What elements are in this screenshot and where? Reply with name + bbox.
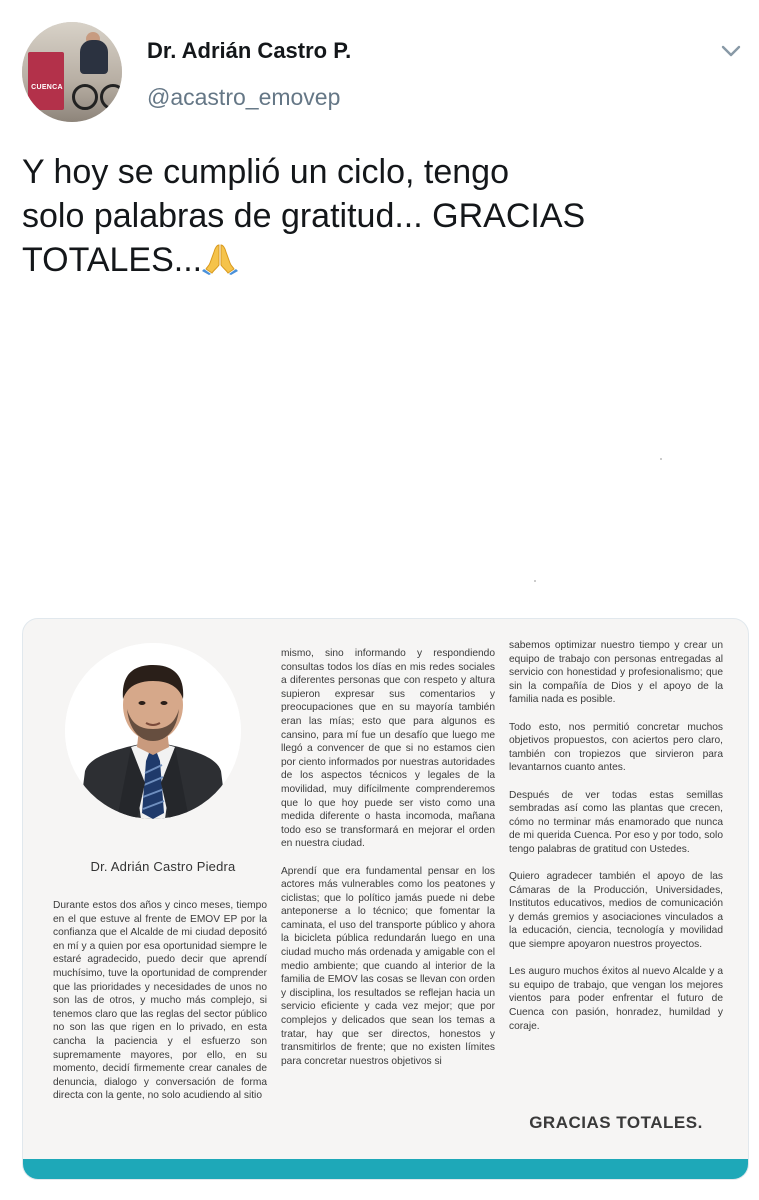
image-speck <box>660 458 662 460</box>
avatar-sign-text: CUENCA <box>31 84 63 91</box>
letter-paragraph: sabemos optimizar nuestro tiempo y crear un equipo de trabajo con personas entregadas al servicio con honestidad y profesionalismo; que sin la compañía de Dios y el apoyo de la familia nada es posible. <box>509 640 723 706</box>
letter-column-3 <box>509 639 723 1047</box>
letter-column-1 <box>53 899 267 1117</box>
portrait-photo <box>65 643 241 819</box>
letter-paragraph: Les auguro muchos éxitos al nuevo Alcalde y a su equipo de trabajo, que vengan los mejores vientos para poder enfrentar el futuro de Cuenca con pasión, honradez, humildad y coraje. <box>509 966 723 1032</box>
person-name: Dr. Adrián Castro Piedra <box>90 859 236 874</box>
letter-paragraph: Todo esto, nos permitió concretar muchos objetivos propuestos, con aciertos pero claro, también con tropiezos que sirvieron para levantarnos cuanto antes. <box>509 721 723 774</box>
avatar[interactable] <box>22 22 122 122</box>
accent-bar <box>23 1159 748 1179</box>
letter-paragraph: Quiero agradecer también el apoyo de las Cámaras de la Producción, Universidades, Institutos educativos, medios de comunicación y demás gremios y asociaciones vinculados a la educación, ciencia, tecnología y movilidad que siempre apoyaron nuestros proyectos. <box>509 871 723 951</box>
avatar-rider <box>80 40 108 74</box>
author-handle[interactable]: @acastro_emovep <box>147 84 341 110</box>
letter-column-2 <box>281 647 495 1082</box>
tweet-image[interactable] <box>22 618 749 1180</box>
tweet-header <box>22 22 742 122</box>
letter-paragraph: Durante estos dos años y cinco meses, tiempo en el que estuve al frente de EMOV EP por la confianza que el Alcalde de mi ciudad depositó en mí y a quien por esa oportunidad siempre le estaré agradecido, puedo decir que aprendí muchísimo, tuve la oportunidad de comprender que las prioridades y necesidades de unos no son las de otros, y mucho más complejo, si tenemos claro que las reglas del sector público no son las que rigen en lo privado, en esta cancha la paciencia y el esfuerzo son supremamente mayores, por ello, en su momento, decidí firmemente crear canales de denuncia, dialogo y conversación de forma directa con la gente, no solo acudiendo al sitio <box>53 900 267 1102</box>
avatar-bike-wheel <box>72 84 98 110</box>
avatar-bike-wheel <box>100 84 122 110</box>
avatar-sign <box>28 52 64 110</box>
letter-paragraph: Después de ver todas estas semillas sembradas así como las plantas que crecen, cómo no terminar más enamorado que nunca de mi querida Cuenca. Por eso y por todo, solo tengo palabras de gratitud con Ustedes. <box>509 789 723 855</box>
letter-paragraph: Aprendí que era fundamental pensar en los actores más vulnerables como los peatones y ciclistas; que lo político jamás puede ni debe anteponerse a lo técnico; que fomentar la caminata, el uso del transporte público y ahora la bicicleta pública redundarán luego en una ciudad mucho más ordenada y amigable con el medio ambiente; que cuando al interior de la familia de EMOV las cosas se llevan con orden y disciplina, los resultados se reflejan hacia un servicio eficiente y cada vez mejor; que por complejos y delicados que sean los temas a tratar, hay que ser directos, honestos y transmitirlos de frente; que no existen límites para concretar nuestros objetivos si <box>281 865 495 1067</box>
tweet-text-content: Y hoy se cumplió un ciclo, tengo solo palabras de gratitud... GRACIAS TOTALES... <box>22 153 586 279</box>
chevron-down-icon[interactable] <box>720 40 742 62</box>
closing-title: GRACIAS TOTALES. <box>529 1113 703 1132</box>
letter-paragraph: mismo, sino informando y respondiendo consultas todos los días en mis redes sociales a diferentes personas que con respeto y altura supieron expresar sus comentarios y preocupaciones que en su mayoría también eran las mías; esto que para algunos es cansino, para mí fue un desafío que luego me llegó a convencer de que si no estamos cien por ciento informados por nuestras autoridades de los aspectos técnicos y legales de la movilidad, muy difícilmente comprenderemos que lo que hoy puede ser visto como una medida diferente o hasta incomoda, mañana todo eso se transformará en mejorar el orden en nuestra ciudad. <box>281 648 495 850</box>
image-speck <box>534 580 536 582</box>
author-name[interactable]: Dr. Adrián Castro P. <box>147 38 352 63</box>
folded-hands-emoji-icon <box>202 241 238 275</box>
tweet-text <box>22 150 722 282</box>
